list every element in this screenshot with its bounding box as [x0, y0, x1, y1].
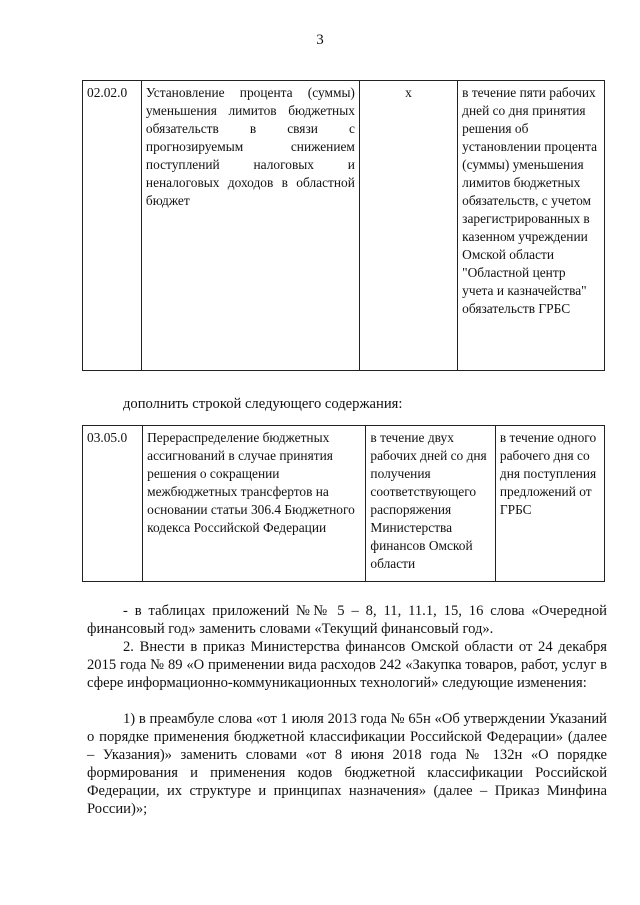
row-code: 02.02.0	[83, 81, 142, 371]
paragraph-2	[87, 638, 607, 692]
paragraph-3-text: 1) в преамбуле слова «от 1 июля 2013 года № 65н «Об утверждении Указаний о порядке применения бюджетной классификации Российской Федерации» (далее – Указания)» заменить словами «от 8 июня 2018 года № 132н «О порядке формирования и применения кодов бюджетной классификации Российской Федерации, их структуре и принципах назначения» (далее – Приказ Минфина России)»;	[87, 711, 607, 817]
table-top	[82, 80, 605, 371]
paragraph-2-text: 2. Внести в приказ Министерства финансов Омской области от 24 декабря 2015 года № 89 «О применении вида расходов 242 «Закупка товаров, работ, услуг в сфере информационно-коммуникационных технологий» следующие изменения:	[87, 639, 607, 691]
row-deadline-2: в течение одного рабочего дня со дня поступления предложений от ГРБС	[495, 426, 604, 582]
page-number: 3	[316, 32, 324, 48]
row-name: Установление процента (суммы) уменьшения лимитов бюджетных обязательств в связи с прогнозируемым снижением поступлений налоговых и неналоговых доходов в областной бюджет	[141, 81, 359, 371]
row-deadline-1: х	[359, 81, 457, 371]
table-row	[83, 426, 605, 582]
row-code: 03.05.0	[83, 426, 143, 582]
intro-line: дополнить строкой следующего содержания:	[123, 396, 403, 412]
row-name: Перераспределение бюджетных ассигнований в случае принятия решения о сокращении межбюджетных трансфертов на основании статьи 306.4 Бюджетного кодекса Российской Федерации	[143, 426, 366, 582]
paragraph-1	[87, 602, 607, 638]
row-deadline-2: в течение пяти рабочих дней со дня принятия решения об установлении процента (суммы) уменьшения лимитов бюджетных обязательств, с учетом зарегистрированных в казенном учреждении Омской области "Областной центр учета и казначейства" обязательств ГРБС	[458, 81, 605, 371]
row-deadline-1: в течение двух рабочих дней со дня получения соответствующего распоряжения Министерства финансов Омской области	[366, 426, 495, 582]
paragraph-3	[87, 710, 607, 818]
paragraph-1-text: - в таблицах приложений №№ 5 – 8, 11, 11.1, 15, 16 слова «Очередной финансовый год» заменить словами «Текущий финансовый год».	[87, 603, 607, 637]
table-row	[83, 81, 605, 371]
table-new-row	[82, 425, 605, 582]
